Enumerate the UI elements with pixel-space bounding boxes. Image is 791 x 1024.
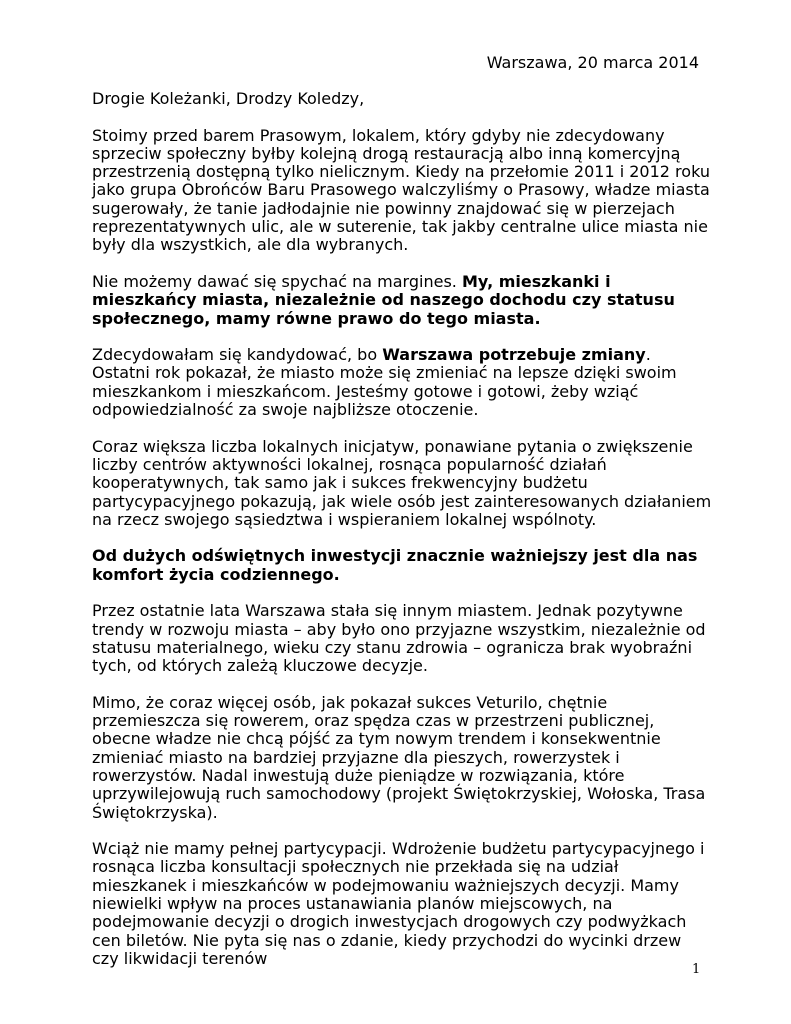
paragraph-2-bold: My, mieszkanki i mieszkańcy miasta, niezależnie od naszego dochodu czy statusu społecznego, mamy równe prawo do tego miasta. (92, 271, 675, 328)
paragraph-8: Wciąż nie mamy pełnej partycypacji. Wdrożenie budżetu partycypacyjnego i rosnąca liczba konsultacji społecznych nie przekłada się na udział mieszkanek i mieszkańców w podejmowaniu ważniejszych decyzji. Mamy niewielki wpływ na proces ustanawiania planów miejscowych, na podejmowanie decyzji o drogich inwestycjach drogowych czy podwyżkach cen biletów. Nie pyta się nas o zdanie, kiedy przychodzi do wycinki drzew czy likwidacji terenów (92, 839, 705, 968)
page-number: 1 (692, 962, 701, 977)
paragraph-5 (92, 547, 712, 584)
paragraph-3-text-after: . Ostatni rok pokazał, że miasto może się zmieniać na lepsze dzięki swoim mieszkankom i mieszkańcom. Jesteśmy gotowe i gotowi, żeby wziąć odpowiedzialność za swoje najbliższe otoczenie. (92, 345, 677, 420)
greeting: Drogie Koleżanki, Drodzy Koledzy, (92, 89, 365, 108)
paragraph-2-text: Nie możemy dawać się spychać na margines. (92, 271, 462, 291)
letter-body (92, 90, 712, 987)
paragraph-1: Stoimy przed barem Prasowym, lokalem, który gdyby nie zdecydowany sprzeciw społeczny byłby kolejną drogą restauracją albo inną komercyjną przestrzenią dostępną tylko nielicznym. Kiedy na przełomie 2011 i 2012 roku jako grupa Obrońców Baru Prasowego walczyliśmy o Prasowy, władze miasta sugerowały, że tanie jadłodajnie nie powinny znajdować się w pierzejach reprezentatywnych ulic, ale w suterenie, tak jakby centralne ulice miasta nie były dla wszystkich, ale dla wybranych. (92, 125, 710, 255)
paragraph-2 (92, 273, 712, 328)
paragraph-3-text-before: Zdecydowałam się kandydować, bo (92, 345, 383, 365)
letter-date: Warszawa, 20 marca 2014 (486, 53, 699, 72)
paragraph-7: Mimo, że coraz więcej osób, jak pokazał sukces Veturilo, chętnie przemieszcza się rowerem, oraz spędza czas w przestrzeni publicznej, obecne władze nie chcą pójść za tym nowym trendem i konsekwentnie zmieniać miasto na bardziej przyjazne dla pieszych, rowerzystek i rowerzystów. Nadal inwestują duże pieniądze w rozwiązania, które uprzywilejowują ruch samochodowy (projekt Świętokrzyskiej, Wołoska, Trasa Świętokrzyska). (92, 692, 706, 822)
paragraph-4: Coraz większa liczba lokalnych inicjatyw, ponawiane pytania o zwiększenie liczby centrów aktywności lokalnej, rosnąca popularność działań kooperatywnych, tak samo jak i sukces frekwencyjny budżetu partycypacyjnego pokazują, jak wiele osób jest zainteresowanych działaniem na rzecz swojego sąsiedztwa i wspieraniem lokalnej wspólnoty. (92, 436, 712, 529)
paragraph-6: Przez ostatnie lata Warszawa stała się innym miastem. Jednak pozytywne trendy w rozwoju miasta – aby było ono przyjazne wszystkim, niezależnie od statusu materialnego, wieku czy stanu zdrowia – ogranicza brak wyobraźni tych, od których zależą kluczowe decyzje. (92, 601, 706, 676)
paragraph-5-bold: Od dużych odświętnych inwestycji znacznie ważniejszy jest dla nas komfort życia codziennego. (92, 546, 698, 584)
paragraph-3-bold: Warszawa potrzebuje zmiany (382, 345, 646, 365)
paragraph-3 (92, 346, 712, 419)
